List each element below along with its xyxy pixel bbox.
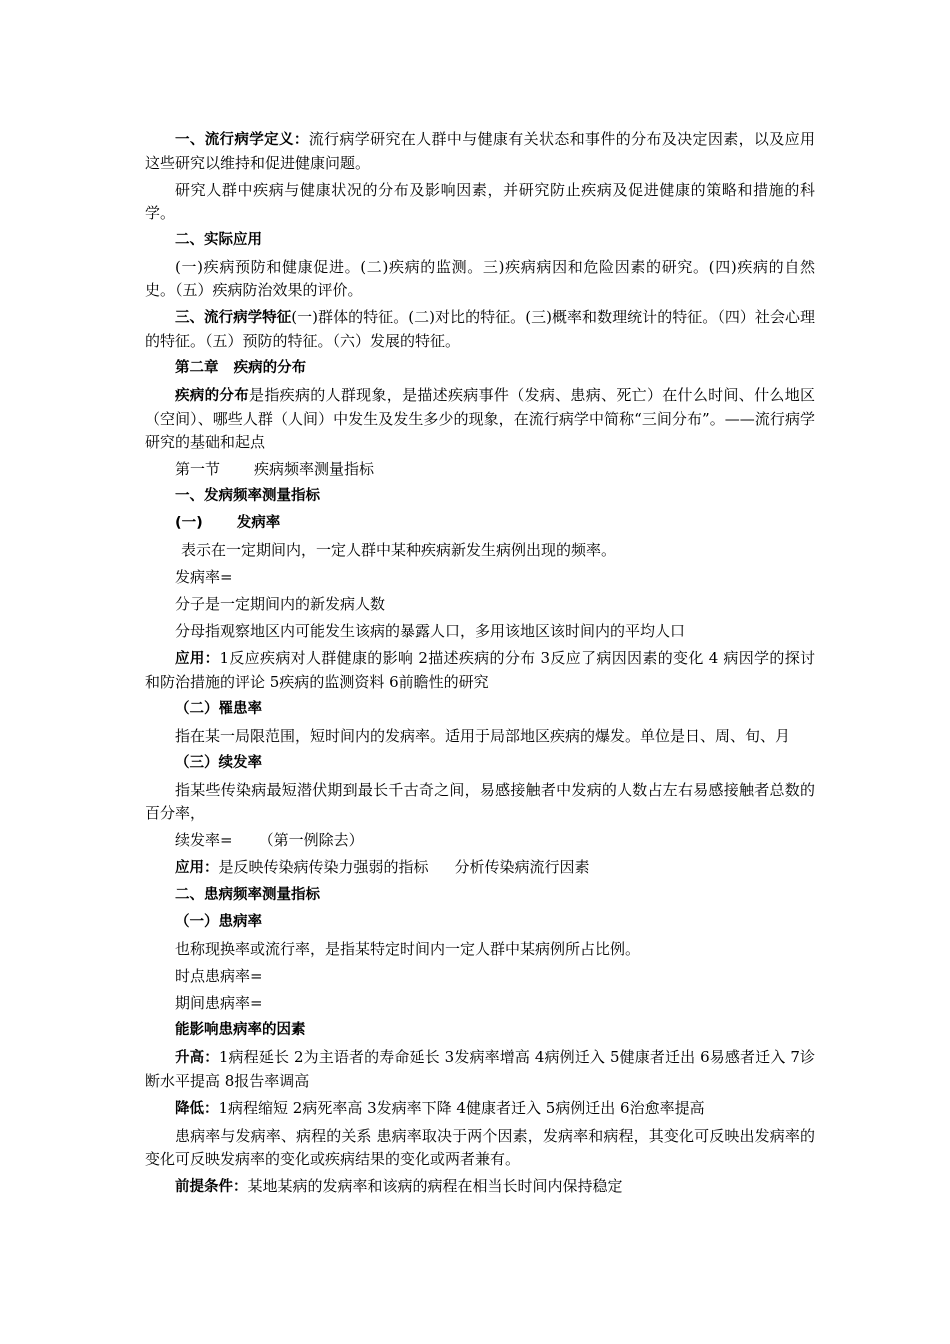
fall-text: 1病程缩短 2病死率高 3发病率下降 4健康者迁入 5病例迁出 6治愈率提高 <box>218 1099 705 1117</box>
incidence-application-label: 应用： <box>175 651 220 667</box>
document-page <box>145 128 815 1203</box>
incidence-denominator: 分母指观察地区内可能发生该病的暴露人口，多用该地区该时间内的平均人口 <box>175 622 686 640</box>
rise-label: 升高： <box>175 1050 219 1066</box>
fall-label: 降低： <box>175 1101 219 1117</box>
incidence-numerator: 分子是一定期间内的新发病人数 <box>175 595 386 613</box>
chapter-title: 第二章 疾病的分布 <box>175 360 307 376</box>
features-label: 三、流行病学特征 <box>175 310 292 326</box>
heading-prevalence-factors: 能影响患病率的因素 <box>175 1022 306 1038</box>
section-title <box>145 458 815 481</box>
definition-paragraph <box>145 128 815 175</box>
factors-rise <box>145 1046 815 1093</box>
premise-text: 某地某病的发病率和该病的病程在相当长时间内保持稳定 <box>247 1177 623 1195</box>
premise-label: 前提条件： <box>175 1179 248 1195</box>
secondary-formula-text: 续发率= <box>175 831 233 849</box>
heading-attack-rate: （二）罹患率 <box>175 701 262 717</box>
section-name: 疾病频率测量指标 <box>254 460 375 478</box>
attack-rate-definition: 指在某一局限范围，短时间内的发病率。适用于局部地区疾病的爆发。单位是日、周、旬、月 <box>175 727 791 745</box>
application-paragraph: (一)疾病预防和健康促进。(二)疾病的监测。三)疾病病因和危险因素的研究。(四)疾病的自然史。（五）疾病防治效果的评价。 <box>145 258 815 299</box>
secondary-formula-note: （第一例除去） <box>258 831 364 849</box>
features-paragraph <box>145 306 815 353</box>
secondary-application-b: 分析传染病流行因素 <box>454 858 590 876</box>
rise-text: 1病程延长 2为主语者的寿命延长 3发病率增高 4病例迁入 5健康者迁出 6易感者迁入 7诊断水平提高 8报告率调高 <box>145 1048 816 1090</box>
prevalence-definition: 也称现换率或流行率，是指某特定时间内一定人群中某病例所占比例。 <box>175 940 641 958</box>
period-prevalence-formula: 期间患病率= <box>175 994 263 1012</box>
distribution-text: 是指疾病的人群现象，是描述疾病事件（发病、患病、死亡）在什么时间、什么地区（空间）、哪些人群（人间）中发生及发生多少的现象，在流行病学中简称“三间分布”。——流行病学研究的基础和起点 <box>145 386 815 451</box>
secondary-rate-application <box>145 856 815 880</box>
premise-paragraph <box>145 1175 815 1199</box>
definition-label: 一、流行病学定义： <box>175 132 309 148</box>
definition-paragraph-2: 研究人群中疾病与健康状况的分布及影响因素，并研究防止疾病及促进健康的策略和措施的科学。 <box>145 181 815 222</box>
incidence-definition: 表示在一定期间内，一定人群中某种疾病新发生病例出现的频率。 <box>181 541 617 559</box>
secondary-rate-definition: 指某些传染病最短潜伏期到最长千古奇之间，易感接触者中发病的人数占左右易感接触者总数的百分率， <box>145 781 815 822</box>
heading-incidence-group: 一、发病频率测量指标 <box>175 488 320 504</box>
heading-incidence-number: (一) <box>175 515 203 531</box>
secondary-application-a: 是反映传染病传染力强弱的指标 <box>218 858 429 876</box>
incidence-application-text: 1反应疾病对人群健康的影响 2描述疾病的分布 3反应了病因因素的变化 4 病因学的探讨和防治措施的评论 5疾病的监测资料 6前瞻性的研究 <box>145 649 816 691</box>
heading-incidence <box>145 512 815 535</box>
definition-text: 流行病学研究在人群中与健康有关状态和事件的分布及决定因素，以及应用这些研究以维持和促进健康问题。 <box>145 130 815 172</box>
point-prevalence-formula: 时点患病率= <box>175 967 263 985</box>
distribution-label: 疾病的分布 <box>175 388 250 404</box>
distribution-paragraph <box>145 384 815 454</box>
incidence-application <box>145 647 815 694</box>
relation-paragraph: 患病率与发病率、病程的关系 患病率取决于两个因素，发病率和病程，其变化可反映出发病率的变化可反映发病率的变化或疾病结果的变化或两者兼有。 <box>145 1127 815 1168</box>
secondary-application-label: 应用： <box>175 860 219 876</box>
heading-prevalence: （一）患病率 <box>175 914 262 930</box>
heading-prevalence-group: 二、患病频率测量指标 <box>175 887 320 903</box>
factors-fall <box>145 1097 815 1121</box>
secondary-rate-formula <box>145 829 815 852</box>
heading-incidence-name: 发病率 <box>236 515 281 531</box>
features-text: (一)群体的特征。(二)对比的特征。(三)概率和数理统计的特征。（四）社会心理的特征。（五）预防的特征。（六）发展的特征。 <box>145 308 816 350</box>
section-heading-application: 二、实际应用 <box>175 232 262 248</box>
heading-secondary-rate: （三）续发率 <box>175 755 262 771</box>
incidence-formula: 发病率= <box>175 568 233 586</box>
section-number: 第一节 <box>175 460 221 478</box>
